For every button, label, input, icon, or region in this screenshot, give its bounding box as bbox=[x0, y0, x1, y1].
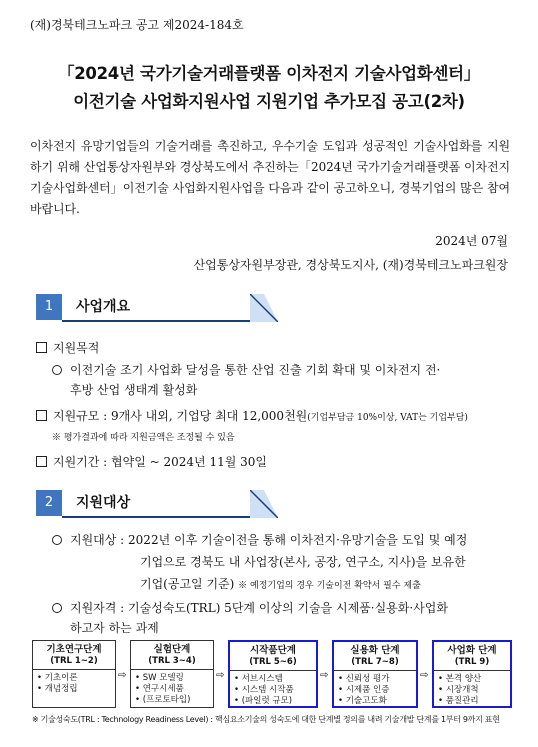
arrow-right-icon: ⇨ bbox=[118, 670, 127, 681]
stage-experiment: 실험단계 (TRL 3~4) • SW 모델링 • 연구시세품 • (프로토타입) bbox=[130, 640, 214, 708]
target-line2: 기업으로 경북도 내 사업장(본사, 공장, 연구소, 지사)을 보유한 bbox=[140, 555, 466, 569]
target-note: ※ 예정기업의 경우 기술이전 확약서 필수 제출 bbox=[238, 581, 421, 591]
stage-commercial-use: 실용화 단계 (TRL 7~8) • 신뢰성 평가 • 시제품 인증 • 기술고도화 bbox=[332, 640, 418, 708]
checkbox-square-icon bbox=[36, 456, 47, 467]
checkbox-square-icon bbox=[36, 342, 47, 353]
target-line1: 지원대상 : 2022년 이후 기술이전을 통해 이차전지·유망기술을 도입 및 예정 bbox=[52, 530, 467, 550]
page-title bbox=[0, 60, 538, 116]
section-title: 사업개요 bbox=[76, 299, 131, 315]
section-number: 2 bbox=[36, 490, 62, 516]
checkbox-square-icon bbox=[36, 410, 47, 421]
intro-paragraph: 이차전지 유망기업들의 기술거래를 촉진하고, 우수기술 도입과 성공적인 기술사업화를 지원하기 위해 산업통상자원부와 경상북도에서 추진하는「2024년 국가기술거래플랫폼 이차전지 기술사업화센터」이전기술 사업화지원사업을 다음과 같이 공고하오니, 경북기업의 많은 참여 바랍니다. bbox=[30, 139, 510, 216]
section-2-header bbox=[36, 490, 276, 518]
period-item: 지원기간 : 협약일 ~ 2024년 11월 30일 bbox=[36, 452, 267, 472]
announcement-date: 2024년 07월 bbox=[435, 234, 508, 248]
scale-note: ※ 평가결과에 따라 지원금액은 조정될 수 있음 bbox=[52, 433, 235, 443]
signer-line: 산업통상자원부장관, 경상북도지사, (재)경북테크노파크원장 bbox=[193, 258, 508, 272]
title-line-2: 이전기술 사업화지원사업 지원기업 추가모집 공고(2차) bbox=[73, 92, 465, 111]
doc-number: (재)경북테크노파크 공고 제2024-184호 bbox=[30, 18, 244, 32]
qualification-line2: 하고자 하는 과제 bbox=[70, 621, 159, 635]
target-line3: 기업(공고일 기준) ※ 예정기업의 경우 기술이전 확약서 필수 제출 bbox=[140, 577, 421, 591]
section-number: 1 bbox=[36, 294, 62, 320]
purpose-heading: 지원목적 bbox=[36, 338, 99, 358]
stage-commercialization: 사업화 단계 (TRL 9) • 본격 양산 • 시장개척 • 품질관리 bbox=[432, 640, 512, 708]
qualification-line1: 지원자격 : 기술성숙도(TRL) 5단계 이상의 기술을 시제품·실용화·사업화 bbox=[52, 598, 448, 618]
title-line-1: 「2024년 국가기술거래플랫폼 이차전지 기술사업화센터」 bbox=[58, 64, 480, 83]
purpose-item-line2: 후방 산업 생태계 활성화 bbox=[70, 383, 198, 397]
section-underline bbox=[62, 516, 268, 518]
section-slant-decoration bbox=[250, 490, 278, 518]
section-slant-decoration bbox=[250, 294, 278, 322]
arrow-right-icon: ⇨ bbox=[320, 670, 329, 681]
trl-footnote: ※ 기술성숙도(TRL : Technology Readiness Level) : 핵심요소기술의 성숙도에 대한 단계별 정의를 내려 기술개발 단계를 1부터 9까지 표현 bbox=[32, 715, 500, 724]
section-underline bbox=[62, 320, 268, 322]
circle-bullet-icon bbox=[52, 365, 62, 375]
circle-bullet-icon bbox=[52, 603, 62, 613]
trl-stage-diagram bbox=[32, 640, 512, 710]
stage-basic-research: 기초연구단계 (TRL 1~2) • 기초이론 • 개념정립 bbox=[32, 640, 116, 708]
section-title: 지원대상 bbox=[76, 495, 131, 511]
purpose-item-line1: 이전기술 조기 사업화 달성을 통한 산업 진출 기회 확대 및 이차전지 전· bbox=[52, 360, 440, 380]
scale-item: 지원규모 : 9개사 내외, 기업당 최대 12,000천원(기업부담금 10%이상, VAT는 기업부담) bbox=[36, 406, 468, 428]
circle-bullet-icon bbox=[52, 535, 62, 545]
arrow-right-icon: ⇨ bbox=[216, 670, 225, 681]
section-1-header bbox=[36, 294, 276, 322]
arrow-right-icon: ⇨ bbox=[420, 670, 429, 681]
stage-prototype: 시작품단계 (TRL 5~6) • 서브시스템 • 시스템 시작품 • (파일럿 규모) bbox=[228, 640, 318, 708]
